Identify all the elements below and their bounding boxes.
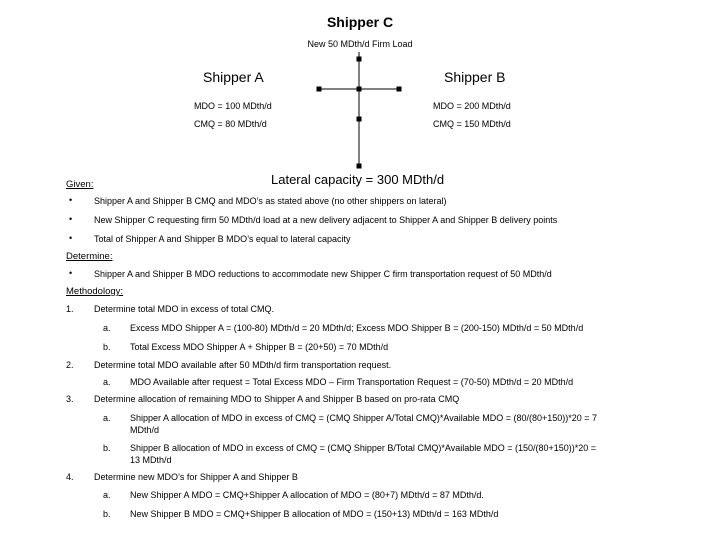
substep-text: Shipper A allocation of MDO in excess of CMQ = (CMQ Shipper A/Total CMQ)*Available MDO = (80/(80+150))*20 = 7 xyxy=(130,413,598,423)
junction-node xyxy=(357,87,362,92)
step-text: Determine total MDO available after 50 MDth/d firm transportation request. xyxy=(94,360,392,370)
substep-letter: b. xyxy=(103,509,111,519)
pipeline-diagram xyxy=(0,0,720,200)
substep-text: New Shipper A MDO = CMQ+Shipper A allocation of MDO = (80+7) MDth/d = 87 MDth/d. xyxy=(130,490,484,500)
given-item: Shipper A and Shipper B CMQ and MDO’s as stated above (no other shippers on lateral) xyxy=(94,196,447,206)
bullet-icon: • xyxy=(69,214,73,224)
pipeline-node xyxy=(357,117,362,122)
substep-text: MDO Available after request = Total Excess MDO – Firm Transportation Request = (70-50) MDth/d = 20 MDth/d xyxy=(130,377,574,387)
substep-text: MDth/d xyxy=(130,425,160,435)
determine-heading: Determine: xyxy=(66,251,113,262)
substep-text: Total Excess MDO Shipper A + Shipper B = (20+50) = 70 MDth/d xyxy=(130,342,389,352)
shipper-a-label: Shipper A xyxy=(203,69,264,85)
given-heading: Given: xyxy=(66,179,94,190)
step-text: Determine allocation of remaining MDO to Shipper A and Shipper B based on pro-rata CMQ xyxy=(94,394,460,404)
shipper-b-cmq: CMQ = 150 MDth/d xyxy=(433,119,511,129)
determine-item: Shipper A and Shipper B MDO reductions to accommodate new Shipper C firm transportation request of 50 MDth/d xyxy=(94,269,552,279)
step-number: 2. xyxy=(66,360,74,370)
given-item: Total of Shipper A and Shipper B MDO’s equal to lateral capacity xyxy=(94,234,351,244)
substep-text: 13 MDth/d xyxy=(130,455,172,465)
step-number: 3. xyxy=(66,394,74,404)
substep-text: Shipper B allocation of MDO in excess of CMQ = (CMQ Shipper B/Total CMQ)*Available MDO = (150/(80+150))*20 = xyxy=(130,443,597,453)
lateral-capacity-label: Lateral capacity = 300 MDth/d xyxy=(271,172,445,187)
substep-letter: a. xyxy=(103,323,111,333)
step-text: Determine total MDO in excess of total CMQ. xyxy=(94,304,275,314)
bullet-icon: • xyxy=(69,233,73,243)
given-item: New Shipper C requesting firm 50 MDth/d load at a new delivery adjacent to Shipper A and Shipper B delivery points xyxy=(94,215,558,225)
substep-letter: a. xyxy=(103,377,111,387)
shipper-a-delivery-point xyxy=(317,87,322,92)
shipper-b-label: Shipper B xyxy=(444,69,506,85)
shipper-c-delivery-point xyxy=(357,57,362,62)
step-text: Determine new MDO’s for Shipper A and Shipper B xyxy=(94,472,298,482)
substep-text: Excess MDO Shipper A = (100-80) MDth/d = 20 MDth/d; Excess MDO Shipper B = (200-150) MDth/d = 50 MDth/d xyxy=(130,323,584,333)
methodology-heading: Methodology: xyxy=(66,286,124,297)
diagram-subtitle: New 50 MDth/d Firm Load xyxy=(307,39,413,49)
shipper-a-mdo: MDO = 100 MDth/d xyxy=(194,101,272,111)
shipper-b-delivery-point xyxy=(397,87,402,92)
step-number: 4. xyxy=(66,472,74,482)
bullet-icon: • xyxy=(69,268,73,278)
substep-letter: a. xyxy=(103,413,111,423)
substep-letter: b. xyxy=(103,342,111,352)
diagram-title: Shipper C xyxy=(326,14,394,30)
lateral-origin-point xyxy=(357,164,362,169)
substep-text: New Shipper B MDO = CMQ+Shipper B allocation of MDO = (150+13) MDth/d = 163 MDth/d xyxy=(130,509,499,519)
shipper-a-cmq: CMQ = 80 MDth/d xyxy=(194,119,267,129)
substep-letter: a. xyxy=(103,490,111,500)
bullet-icon: • xyxy=(69,195,73,205)
substep-letter: b. xyxy=(103,443,111,453)
step-number: 1. xyxy=(66,304,74,314)
shipper-b-mdo: MDO = 200 MDth/d xyxy=(433,101,511,111)
